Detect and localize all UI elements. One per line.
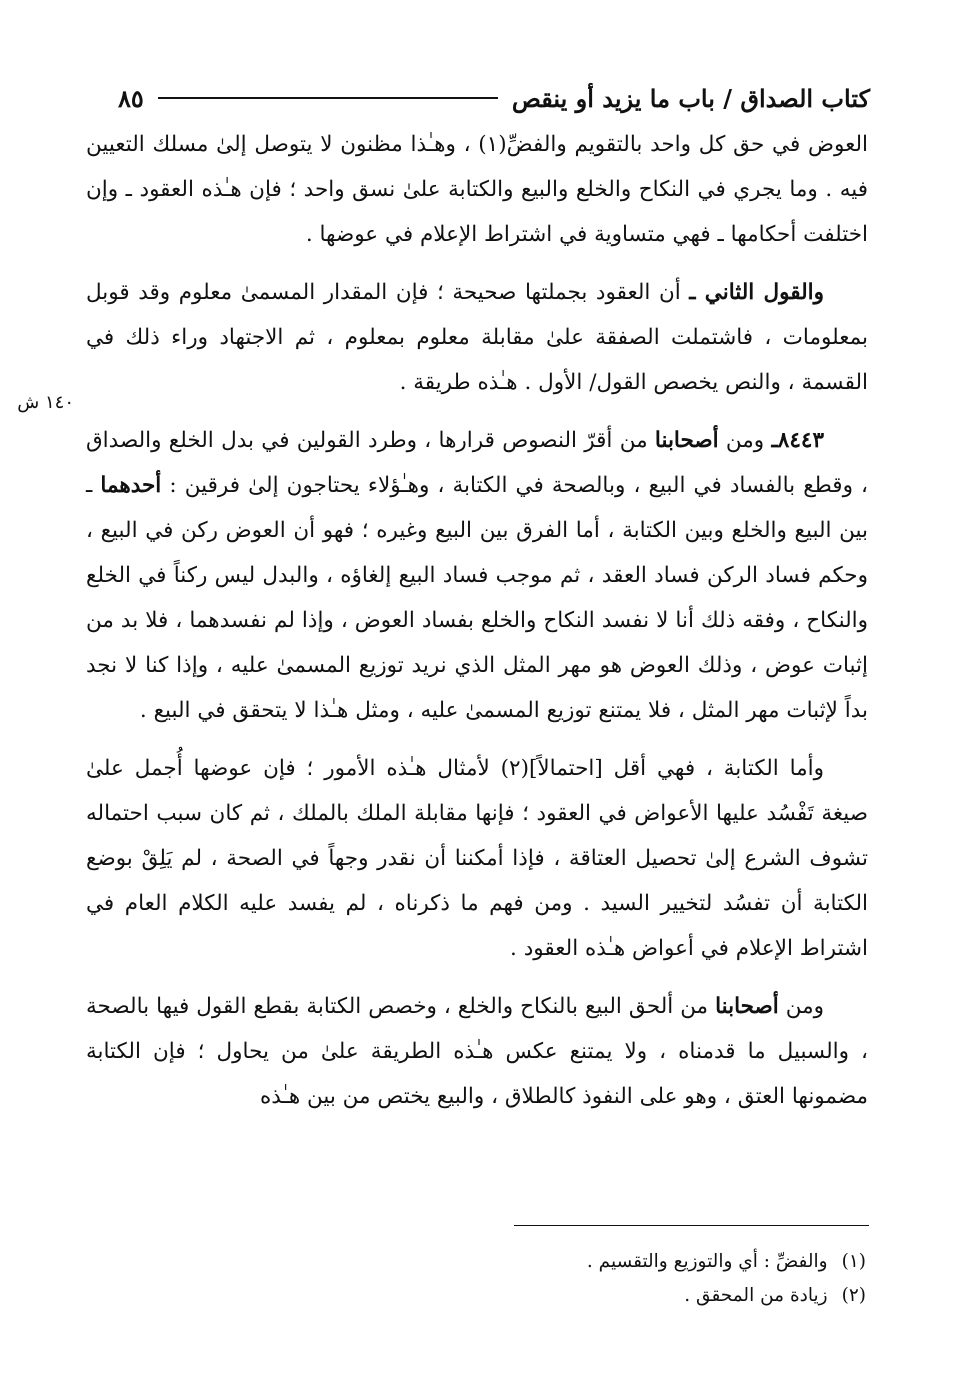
paragraph-1: [86, 122, 868, 257]
bold-term: أصحابنا: [715, 994, 779, 1019]
text-run: من ألحق البيع بالنكاح والخلع ، وخصص الكتابة بقطع القول فيها بالصحة ، والسبيل ما قدمناه ، ولا يمتنع عكس هـٰذه الطريقة علىٰ من يحاول ؛ فإن الكتابة مضمونها العتق ، وهو على النفوذ كالطلاق ، والبيع يختص من بين هـٰذه: [86, 994, 868, 1109]
paragraph-5: [86, 984, 868, 1119]
footnote-text: والفضِّ : أي والتوزيع والتقسيم .: [586, 1251, 828, 1272]
main-text: [86, 122, 868, 1119]
footnote-2: [300, 1279, 866, 1313]
header-rule: [158, 97, 498, 99]
bold-term: والقول الثاني ـ: [689, 280, 824, 305]
paragraph-2: [86, 270, 868, 405]
text-run: ـ بين البيع والخلع وبين الكتابة ، أما الفرق بين البيع وغيره ؛ فهو أن العوض ركن في البيع ، وحكم فساد الركن فساد العقد ، ثم موجب فساد البيع إلغاؤه ، والبدل ليس ركناً في الخلع والنكاح ، وفقه ذلك أنا لا نفسد النكاح والخلع بفساد العوض ، وإذا لم نفسدهما ، فلا بد من إثبات عوض ، وذلك العوض هو مهر المثل الذي نريد توزيع المسمىٰ عليه ، وإذا كنا لا نجد بداً لإثبات مهر المثل ، فلا يمتنع توزيع المسمىٰ عليه ، ومثل هـٰذا لا يتحقق في البيع .: [86, 473, 868, 723]
bold-term: أحدهما: [100, 473, 162, 498]
bold-term: ٨٤٤٣ـ: [771, 428, 824, 453]
footnote-separator: [514, 1225, 869, 1226]
text-run: وأما الكتابة ، فهي أقل [احتمالاً](٢) لأمثال هـٰذه الأمور ؛ فإن عوضها أُجمل علىٰ صيغة تَفْسُد عليها الأعواض في العقود ؛ فإنها مقابلة الملك بالملك ، ثم كان سبب احتماله تشوف الشرع إلىٰ تحصيل العتاقة ، فإذا أمكننا أن نقدر وجهاً في الصحة ، لم يَلِقْ بوضع الكتابة أن تفسُد لتخيير السيد . ومن فهم ما ذكرناه ، لم يفسد عليه الكلام العام في اشتراط الإعلام في أعواض هـٰذه العقود .: [86, 756, 868, 961]
bold-term: أصحابنا: [654, 428, 719, 453]
page-number: ٨٥: [118, 83, 144, 113]
footnote-number: (١): [841, 1251, 866, 1272]
footnote-number: (٢): [841, 1285, 866, 1306]
footnote-1: [300, 1245, 866, 1279]
text-run: العوض في حق كل واحد بالتقويم والفضِّ(١) ، وهـٰذا مظنون لا يتوصل إلىٰ مسلك التعيين فيه . وما يجري في النكاح والخلع والبيع والكتابة علىٰ نسق واحد ؛ فإن هـٰذه العقود ـ وإن اختلفت أحكامها ـ فهي متساوية في اشتراط الإعلام في عوضها .: [86, 132, 868, 247]
text-run: ومن: [778, 994, 824, 1019]
footnote-text: زيادة من المحقق .: [684, 1285, 828, 1306]
running-header: [118, 78, 870, 118]
text-run: من أقرّ النصوص قرارها ، وطرد القولين في بدل الخلع والصداق ، وقطع بالفساد في البيع ، وبالصحة في الكتابة ، وهـٰؤلاء يحتاجون إلىٰ فرقين :: [86, 428, 868, 498]
chapter-title: كتاب الصداق / باب ما يزيد أو ينقص: [511, 83, 870, 113]
footnotes: [300, 1245, 866, 1313]
paragraph-3: [86, 418, 868, 733]
text-run: ومن: [718, 428, 772, 453]
paragraph-4: [86, 746, 868, 971]
text-run: أن العقود بجملتها صحيحة ؛ فإن المقدار المسمىٰ معلوم وقد قوبل بمعلومات ، فاشتملت الصفقة علىٰ مقابلة معلوم بمعلوم ، ثم الاجتهاد وراء ذلك في القسمة ، والنص يخصص القول/ الأول . هـٰذه طريقة .: [86, 280, 868, 395]
margin-reference: ١٤٠ ش: [17, 392, 74, 413]
